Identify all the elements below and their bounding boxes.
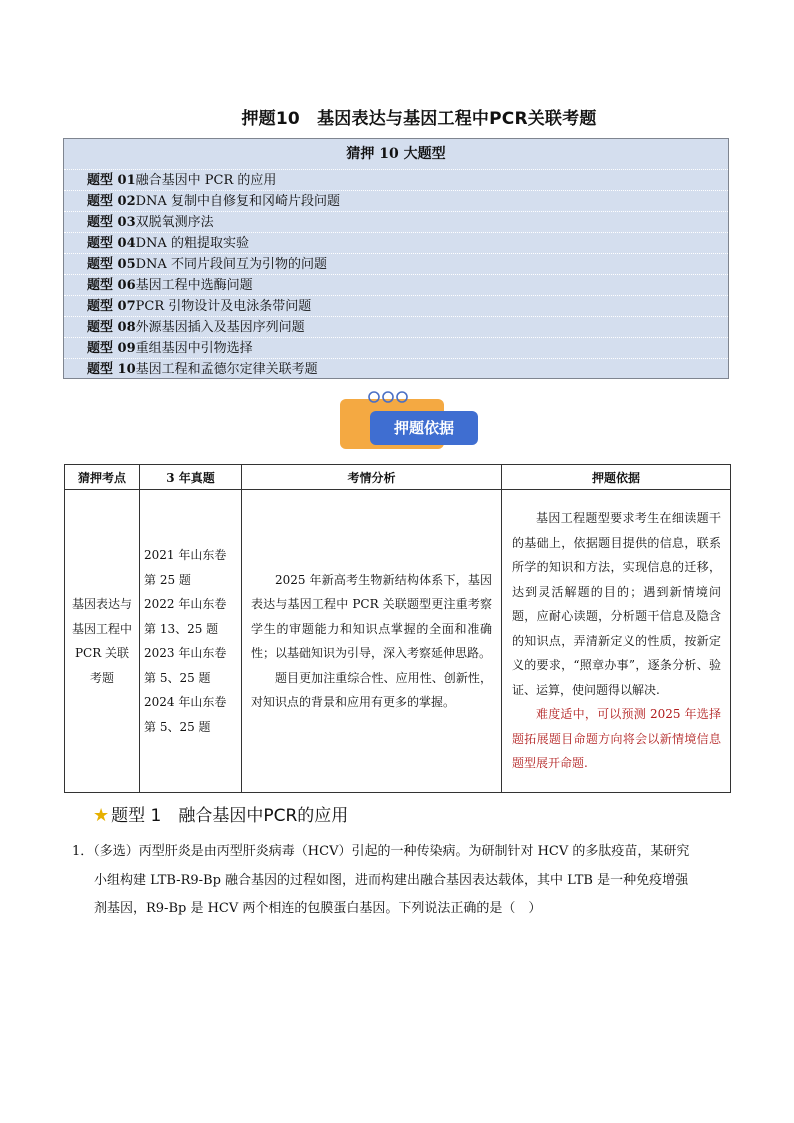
zhenti-text: 2021 年山东卷第 25 题 2022 年山东卷第 13、25 题 2023 年山东卷第 5、25 题 2024 年山东卷第 5、25 题 xyxy=(144,548,227,734)
topic-key: 题型 03 xyxy=(87,215,136,230)
basis-badge xyxy=(340,389,478,451)
analysis-paragraph-2: 题目更加注重综合性、应用性、创新性，对知识点的背景和应用有更多的掌握。 xyxy=(251,670,492,709)
cell-kaodian: 基因表达与基因工程中 PCR 关联考题 xyxy=(65,490,140,793)
topic-text: DNA 不同片段间互为引物的问题 xyxy=(135,257,327,272)
question-number: 1． xyxy=(72,844,94,859)
star-icon: ★ xyxy=(93,805,110,826)
topic-key: 题型 09 xyxy=(87,341,136,356)
cell-analysis xyxy=(242,490,502,793)
question-line-1: 1．（多选）丙型肝炎是由丙型肝炎病毒（HCV）引起的一种传染病。为研制针对 HCV 的多肽疫苗，某研究 xyxy=(72,844,690,859)
basis-paragraph-2: 难度适中，可以预测 2025 年选择题拓展题目命题方向将会以新情境信息题型展开命题. xyxy=(512,707,721,771)
topic-text: 双脱氧测序法 xyxy=(135,215,214,230)
topic-list-item xyxy=(64,316,728,337)
topic-text: 外源基因插入及基因序列问题 xyxy=(135,320,305,335)
topic-key: 题型 05 xyxy=(87,257,136,272)
topic-list-heading: 猜押 10 大题型 xyxy=(346,146,446,162)
analysis-paragraph-1: 2025 年新高考生物新结构体系下，基因表达与基因工程中 PCR 关联题型更注重考察学生的审题能力和知识点掌握的全面和准确性；以基础知识为引导，深入考察延伸思路。 xyxy=(251,572,492,660)
cell-basis xyxy=(502,490,731,793)
binder-rings-icon xyxy=(364,389,424,405)
topic-list-item xyxy=(64,169,728,190)
topic-key: 题型 04 xyxy=(87,236,136,251)
topic-text: 重组基因中引物选择 xyxy=(135,341,253,356)
topic-list-item xyxy=(64,358,728,379)
topic-list-box xyxy=(63,138,729,379)
question-line-3: 剂基因，R9-Bp 是 HCV 两个相连的包膜蛋白基因。下列说法正确的是（ ） xyxy=(94,901,542,916)
topic-key: 题型 02 xyxy=(87,194,136,209)
question-line-2: 小组构建 LTB-R9-Bp 融合基因的过程如图，进而构建出融合基因表达载体，其中 LTB 是一种免疫增强 xyxy=(94,872,689,888)
table-header-row xyxy=(65,465,731,490)
cell-zhenti xyxy=(140,490,242,793)
topic-key: 题型 06 xyxy=(87,278,136,293)
topic-key: 题型 01 xyxy=(87,173,136,188)
header-basis: 押题依据 xyxy=(502,465,731,490)
section-heading xyxy=(93,801,348,826)
topic-list-item xyxy=(64,295,728,316)
topic-key: 题型 08 xyxy=(87,320,136,335)
topic-text: PCR 引物设计及电泳条带问题 xyxy=(135,299,312,314)
topic-text: 融合基因中 PCR 的应用 xyxy=(135,173,277,188)
question-1 xyxy=(72,838,732,924)
topic-text: 基因工程和孟德尔定律关联考题 xyxy=(135,362,318,377)
topic-text: DNA 的粗提取实验 xyxy=(135,236,249,251)
header-kaodian: 猜押考点 xyxy=(65,465,140,490)
topic-list-item xyxy=(64,211,728,232)
table-row xyxy=(65,490,731,793)
topic-list-item xyxy=(64,253,728,274)
topic-list-item xyxy=(64,337,728,358)
topic-text: 基因工程中选酶问题 xyxy=(135,278,253,293)
basis-paragraph-1: 基因工程题型要求考生在细读题干的基础上，依据题目提供的信息，联系所学的知识和方法，实现信息的迁移，达到灵活解题的目的；遇到新情境问题，应耐心读题，分析题干信息及隐含的知识点，弄清新定义的性质，按新定义的要求，“照章办事”，逐条分析、验证、运算，使问题得以解决. xyxy=(512,511,721,697)
topic-list-item xyxy=(64,190,728,211)
section-label: 题型 1 融合基因中PCR的应用 xyxy=(111,806,349,826)
header-analysis: 考情分析 xyxy=(242,465,502,490)
page-title: 押题10 基因表达与基因工程中PCR关联考题 xyxy=(241,109,597,129)
analysis-table xyxy=(64,464,731,793)
topic-key: 题型 07 xyxy=(87,299,136,314)
badge-label: 押题依据 xyxy=(370,411,478,445)
header-zhenti: 3 年真题 xyxy=(140,465,242,490)
topic-key: 题型 10 xyxy=(87,362,136,377)
topic-text: DNA 复制中自修复和冈崎片段问题 xyxy=(135,194,340,209)
topic-list-item xyxy=(64,232,728,253)
topic-list-item xyxy=(64,274,728,295)
